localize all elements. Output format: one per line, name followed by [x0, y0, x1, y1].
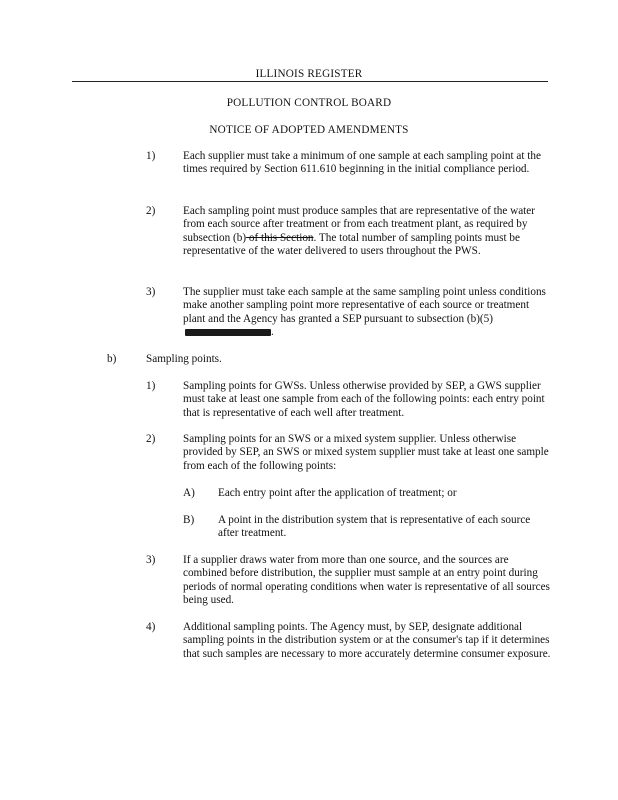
item-b4-text: Additional sampling points. The Agency must, by SEP, designate additional sampling points in the distribution system or at the consumer's tap if it determines that such samples are necessary to more accurately determine consumer exposure. [183, 621, 551, 660]
item-a1-text: Each supplier must take a minimum of one sample at each sampling point at the times required by Section 611.610 beginning in the initial compliance period. [183, 150, 541, 176]
item-b2-subA-text: Each entry point after the application of treatment; or [218, 487, 457, 499]
register-title: ILLINOIS REGISTER [255, 68, 363, 80]
item-a2-number: 2) [146, 205, 156, 217]
item-a2-text [183, 205, 551, 259]
notice-heading: NOTICE OF ADOPTED AMENDMENTS [209, 124, 409, 136]
item-b4-number: 4) [146, 621, 156, 633]
item-b1-number: 1) [146, 380, 156, 392]
item-b3-text: If a supplier draws water from more than one source, and the sources are combined before distribution, the supplier must sample at an entry point during periods of normal operating conditions when water is representative of all sources being used. [183, 554, 550, 607]
item-b3-number: 3) [146, 554, 156, 566]
item-a3-text-end: . [271, 326, 274, 339]
item-b2-text: Sampling points for an SWS or a mixed system supplier. Unless otherwise provided by SEP, an SWS or mixed system supplier must take at least one sample from each of the following points: [183, 433, 549, 472]
item-a3-number: 3) [146, 286, 156, 298]
item-a3-text [183, 286, 551, 340]
board-heading: POLLUTION CONTROL BOARD [226, 97, 392, 109]
item-b2-subA-number: A) [183, 487, 195, 499]
section-b-label: b) [107, 353, 117, 365]
item-b2-subB-number: B) [183, 514, 195, 526]
item-a2-text-before: Each sampling point must produce samples that are representative of the water from each source after treatment or from each treatment plant, as required by subsection (b) [183, 205, 535, 244]
header-rule [72, 81, 548, 82]
item-a3-text-main: The supplier must take each sample at the same sampling point unless conditions make another sampling point more representative of each source or treatment plant and the Agency has granted a SEP pursuant to subsection (b)(5) [183, 286, 546, 325]
item-b2-subB-text: A point in the distribution system that is representative of each source after treatment. [218, 514, 531, 540]
item-b2-number: 2) [146, 433, 156, 445]
section-b-title: Sampling points. [146, 353, 222, 365]
item-a2-struck-text: of this Section [246, 231, 314, 244]
item-a1-number: 1) [146, 150, 156, 162]
register-heading [0, 68, 618, 81]
item-b1-text: Sampling points for GWSs. Unless otherwise provided by SEP, a GWS supplier must take at least one sample from each of the following points: each entry point that is representative of each well after treatment. [183, 380, 545, 419]
redaction-mark [185, 329, 271, 336]
item-a2-text-after: . The total number of sampling points must be representative of the water delivered to users throughout the PWS. [183, 231, 520, 258]
